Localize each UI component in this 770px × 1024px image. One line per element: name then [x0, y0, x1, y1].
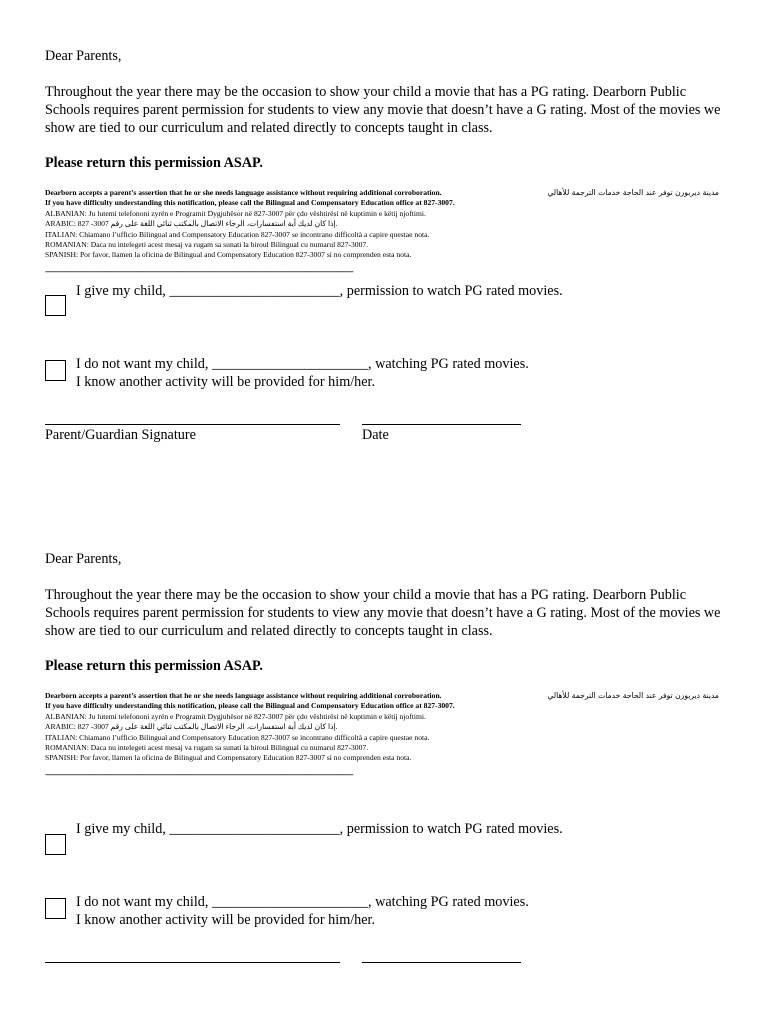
notice-line-1: Dearborn accepts a parent’s assertion that he or she needs language assistance without requiring additional corroboration.	[45, 188, 442, 197]
greeting: Dear Parents,	[45, 551, 122, 567]
date-line[interactable]	[362, 962, 521, 963]
deny-permission-text: I do not want my child, ______________________, watching PG rated movies.	[76, 356, 529, 372]
notice-arabic: ARABIC: 827 -3007 إذا كان لديك أية استفسارات، الرجاء الاتصال بالمكتب ثنائي اللغة على رقم.	[45, 219, 338, 229]
deny-permission-checkbox[interactable]	[45, 898, 66, 919]
notice-italian: ITALIAN: Chiamano l’ufficio Bilingual and Compensatory Education 827-3007 se incontrano difficoltà a capire questae nota.	[45, 732, 430, 742]
deny-permission-checkbox[interactable]	[45, 360, 66, 381]
return-request: Please return this permission ASAP.	[45, 155, 263, 171]
alternative-activity-text: I know another activity will be provided for him/her.	[76, 374, 376, 390]
signature-line[interactable]	[45, 962, 340, 963]
deny-permission-text: I do not want my child, ______________________, watching PG rated movies.	[76, 894, 529, 910]
notice-arabic: ARABIC: 827 -3007 إذا كان لديك أية استفسارات، الرجاء الاتصال بالمكتب ثنائي اللغة على رقم.	[45, 722, 338, 732]
date-line[interactable]	[362, 424, 521, 425]
notice-spanish: SPANISH: Por favor, llamen la oficina de Bilingual and Compensatory Education 827-3007 si no comprenden esta nota.	[45, 250, 412, 260]
language-assistance-notice	[45, 691, 719, 764]
give-permission-text: I give my child, ________________________, permission to watch PG rated movies.	[76, 283, 563, 299]
intro-paragraph: Throughout the year there may be the occasion to show your child a movie that has a PG rating. Dearborn Public Schools requires parent permission for students to view any movie that doesn’t have a G rating. Most of the movies we show are tied to our curriculum and related directly to concepts taught in class.	[45, 587, 721, 639]
language-assistance-notice	[45, 188, 719, 261]
notice-albanian: ALBANIAN: Ju lutemi telefononi zyrën e Programit Dygjuhësor në 827-3007 për çdo vështirësi në kuptimin e këtij njoftimi.	[45, 711, 426, 721]
cut-line: -----------------------------------------------------------------------------------------------------------------------------------------	[45, 266, 353, 276]
greeting: Dear Parents,	[45, 48, 122, 64]
signature-label: Parent/Guardian Signature	[45, 427, 196, 443]
return-request: Please return this permission ASAP.	[45, 658, 263, 674]
date-label: Date	[362, 427, 389, 443]
intro-paragraph: Throughout the year there may be the occasion to show your child a movie that has a PG rating. Dearborn Public Schools requires parent permission for students to view any movie that doesn’t have a G rating. Most of the movies we show are tied to our curriculum and related directly to concepts taught in class.	[45, 84, 721, 136]
give-permission-checkbox[interactable]	[45, 295, 66, 316]
notice-romanian: ROMANIAN: Daca nu intelegeti acest mesaj va rugam sa sunati la biroul Bilingual cu numarul 827-3007.	[45, 240, 369, 250]
notice-romanian: ROMANIAN: Daca nu intelegeti acest mesaj va rugam sa sunati la biroul Bilingual cu numarul 827-3007.	[45, 743, 369, 753]
notice-italian: ITALIAN: Chiamano l’ufficio Bilingual and Compensatory Education 827-3007 se incontrano difficoltà a capire questae nota.	[45, 229, 430, 239]
give-permission-text: I give my child, ________________________, permission to watch PG rated movies.	[76, 821, 563, 837]
signature-line[interactable]	[45, 424, 340, 425]
notice-line-2: If you have difficulty understanding this notification, please call the Bilingual and Compensatory Education office at 827-3007.	[45, 198, 455, 208]
give-permission-checkbox[interactable]	[45, 834, 66, 855]
cut-line: -----------------------------------------------------------------------------------------------------------------------------------------	[45, 769, 353, 779]
notice-spanish: SPANISH: Por favor, llamen la oficina de Bilingual and Compensatory Education 827-3007 si no comprenden esta nota.	[45, 753, 412, 763]
notice-line-1: Dearborn accepts a parent’s assertion that he or she needs language assistance without requiring additional corroboration.	[45, 691, 442, 700]
notice-line-2: If you have difficulty understanding this notification, please call the Bilingual and Compensatory Education office at 827-3007.	[45, 701, 455, 711]
notice-albanian: ALBANIAN: Ju lutemi telefononi zyrën e Programit Dygjuhësor në 827-3007 për çdo vështirësi në kuptimin e këtij njoftimi.	[45, 208, 426, 218]
alternative-activity-text: I know another activity will be provided for him/her.	[76, 912, 376, 928]
notice-arabic-heading: مدينة ديربورن توفر عند الحاجة خدمات الترجمة للأهالي	[547, 691, 719, 700]
notice-arabic-heading: مدينة ديربورن توفر عند الحاجة خدمات الترجمة للأهالي	[547, 188, 719, 197]
